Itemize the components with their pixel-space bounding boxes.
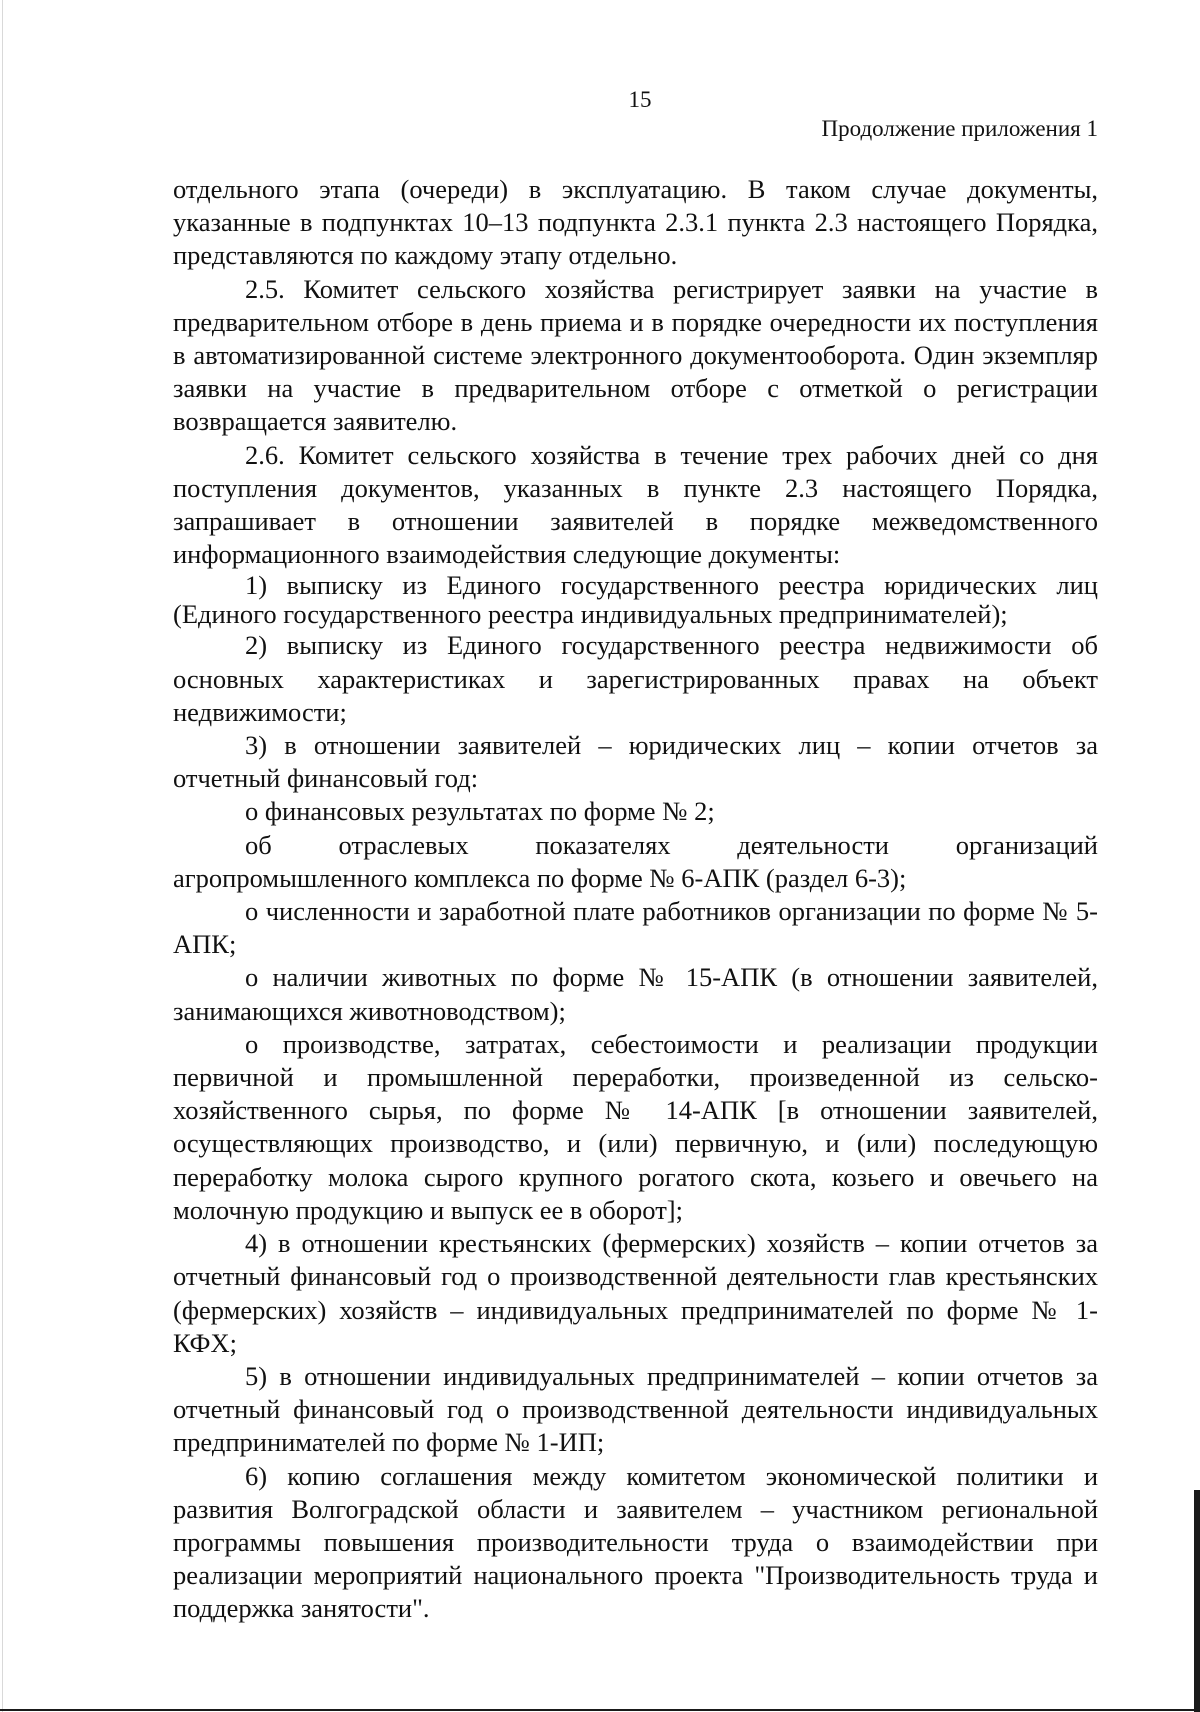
paragraph: отдельного этапа (очереди) в эксплуатацию. В таком случае документы, указанные в подпунктах 10–13 подпункта 2.3.1 пункта 2.3 настоящего Порядка, представляются по каждому этапу отдельно.	[173, 174, 1098, 271]
paragraph-2-6: 2.6. Комитет сельского хозяйства в течение трех рабочих дней со дня поступления документов, указанных в пункте 2.3 настоящего Порядка, запрашивает в отношении заявителей в порядке межведомственного информационного взаимодействия следующие документы:	[173, 439, 1098, 570]
list-item-3: 3) в отношении заявителей – юридических лиц – копии отчетов за отчетный финансовый год:	[173, 730, 1098, 794]
sub-item-form-14-apk: о производстве, затратах, себестоимости и реализации продукции первичной и промышленной переработки, произведенной из сельско-хозяйственного сырья, по форме № 14-АПК [в отношении заявителей, осуществляющих производство, и (или) первичную, и (или) последующую переработку молока сырого крупного рогатого скота, козьего и овечьего на молочную продукцию и выпуск ее в оборот];	[173, 1028, 1098, 1225]
list-item-5: 5) в отношении индивидуальных предпринимателей – копии отчетов за отчетный финансовый год о производственной деятельности индивидуальных предпринимателей по форме № 1-ИП;	[173, 1360, 1098, 1458]
sub-item-form-15-apk: о наличии животных по форме № 15-АПК (в отношении заявителей, занимающихся животноводством);	[173, 962, 1098, 1026]
document-body	[173, 173, 1098, 1626]
paragraph-2-5: 2.5. Комитет сельского хозяйства регистрирует заявки на участие в предварительном отборе в день приема и в порядке очередности их поступления в автоматизированной системе электронного документооборота. Один экземпляр заявки на участие в предварительном отборе с отметкой о регистрации возвращается заявителю.	[173, 273, 1098, 437]
scan-edge-bottom	[0, 1709, 1200, 1711]
list-item-4: 4) в отношении крестьянских (фермерских) хозяйств – копии отчетов за отчетный финансовый год о производственной деятельности глав крестьянских (фермерских) хозяйств – индивидуальных предпринимателей по форме № 1-КФХ;	[173, 1228, 1098, 1358]
sub-item-form-6-apk: об отраслевых показателях деятельности организаций агропромышленного комплекса по форме № 6-АПК (раздел 6-3);	[173, 829, 1098, 893]
list-item-6: 6) копию соглашения между комитетом экономической политики и развития Волгоградской области и заявителем – участником региональной программы повышения производительности труда о взаимодействии при реализации мероприятий национального проекта "Производительность труда и поддержка занятости".	[173, 1460, 1098, 1624]
list-item-2: 2) выписку из Единого государственного реестра недвижимости об основных характеристиках и зарегистрированных правах на объект недвижимости;	[173, 630, 1098, 727]
list-item-1: 1) выписку из Единого государственного реестра юридических лиц (Единого государственного реестра индивидуальных предпринимателей);	[173, 570, 1098, 630]
scan-edge-right	[1194, 1490, 1200, 1712]
scan-edge-left	[2, 0, 3, 1712]
sub-item-form-5-apk: о численности и заработной плате работников организации по форме № 5-АПК;	[173, 896, 1098, 960]
page-number: 15	[628, 87, 652, 112]
header-note: Продолжение приложения 1	[821, 116, 1098, 141]
sub-item-form-2: о финансовых результатах по форме № 2;	[245, 796, 715, 827]
